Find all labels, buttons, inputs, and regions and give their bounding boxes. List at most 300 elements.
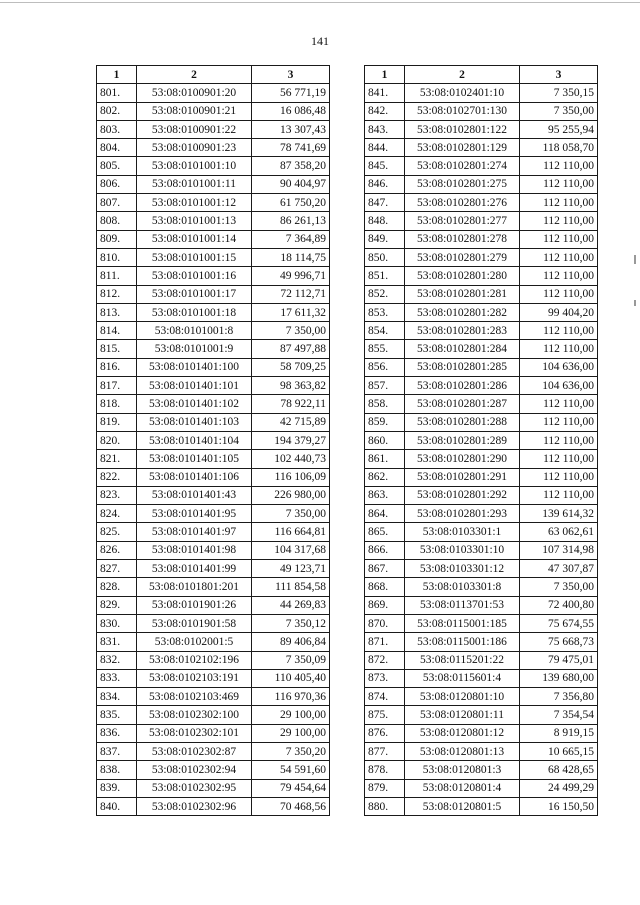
cadastral-number: 53:08:0120801:12 [405, 724, 520, 742]
cadastral-number: 53:08:0101001:12 [137, 194, 252, 212]
cadastral-number: 53:08:0102401:10 [405, 84, 520, 102]
table-row [365, 194, 598, 212]
cadastral-number: 53:08:0102302:87 [137, 742, 252, 760]
table-row [97, 303, 330, 321]
table-row [365, 486, 598, 504]
value-cell: 75 668,73 [520, 633, 598, 651]
cadastral-number: 53:08:0102801:276 [405, 194, 520, 212]
value-cell: 7 350,00 [520, 102, 598, 120]
cadastral-number: 53:08:0101801:201 [137, 578, 252, 596]
value-cell: 118 058,70 [520, 139, 598, 157]
cadastral-number: 53:08:0115201:22 [405, 651, 520, 669]
value-cell: 112 110,00 [520, 340, 598, 358]
table-row [97, 212, 330, 230]
cadastral-number: 53:08:0101001:10 [137, 157, 252, 175]
cadastral-number: 53:08:0101001:17 [137, 285, 252, 303]
row-number: 855. [365, 340, 405, 358]
value-cell: 7 350,09 [252, 651, 330, 669]
cadastral-number: 53:08:0100901:21 [137, 102, 252, 120]
value-cell: 44 269,83 [252, 596, 330, 614]
value-cell: 8 919,15 [520, 724, 598, 742]
cadastral-number: 53:08:0101401:98 [137, 541, 252, 559]
table-row [365, 102, 598, 120]
table-row [365, 450, 598, 468]
row-number: 854. [365, 322, 405, 340]
row-number: 847. [365, 194, 405, 212]
table-row [365, 230, 598, 248]
row-number: 802. [97, 102, 137, 120]
row-number: 848. [365, 212, 405, 230]
row-number: 804. [97, 139, 137, 157]
row-number: 877. [365, 742, 405, 760]
table-row [97, 651, 330, 669]
cadastral-number: 53:08:0120801:3 [405, 761, 520, 779]
row-number: 880. [365, 797, 405, 815]
cadastral-number: 53:08:0101401:103 [137, 413, 252, 431]
cadastral-number: 53:08:0103301:12 [405, 560, 520, 578]
row-number: 875. [365, 706, 405, 724]
cadastral-number: 53:08:0120801:4 [405, 779, 520, 797]
value-cell: 104 317,68 [252, 541, 330, 559]
cadastral-number: 53:08:0102302:94 [137, 761, 252, 779]
table-row [97, 560, 330, 578]
value-cell: 116 106,09 [252, 468, 330, 486]
cadastral-number: 53:08:0120801:5 [405, 797, 520, 815]
table-row [97, 614, 330, 632]
cadastral-number: 53:08:0102801:290 [405, 450, 520, 468]
value-cell: 63 062,61 [520, 523, 598, 541]
value-cell: 79 475,01 [520, 651, 598, 669]
value-cell: 16 086,48 [252, 102, 330, 120]
table-row [365, 779, 598, 797]
row-number: 832. [97, 651, 137, 669]
value-cell: 112 110,00 [520, 486, 598, 504]
row-number: 826. [97, 541, 137, 559]
table-row [97, 779, 330, 797]
table-row [365, 157, 598, 175]
value-cell: 7 350,20 [252, 742, 330, 760]
row-number: 841. [365, 84, 405, 102]
value-cell: 42 715,89 [252, 413, 330, 431]
table-row [365, 651, 598, 669]
table-row [97, 797, 330, 815]
row-number: 843. [365, 120, 405, 138]
table-row [97, 84, 330, 102]
cadastral-number: 53:08:0102801:291 [405, 468, 520, 486]
header-col-2: 2 [137, 66, 252, 84]
header-col-1: 1 [97, 66, 137, 84]
value-cell: 68 428,65 [520, 761, 598, 779]
cadastral-number: 53:08:0102103:191 [137, 669, 252, 687]
value-cell: 78 922,11 [252, 395, 330, 413]
cadastral-number: 53:08:0113701:53 [405, 596, 520, 614]
value-cell: 104 636,00 [520, 377, 598, 395]
value-cell: 112 110,00 [520, 157, 598, 175]
value-cell: 10 665,15 [520, 742, 598, 760]
table-row [97, 340, 330, 358]
table-row [97, 194, 330, 212]
value-cell: 110 405,40 [252, 669, 330, 687]
value-cell: 49 123,71 [252, 560, 330, 578]
value-cell: 116 970,36 [252, 688, 330, 706]
row-number: 853. [365, 303, 405, 321]
table-row [365, 688, 598, 706]
value-cell: 99 404,20 [520, 303, 598, 321]
cadastral-number: 53:08:0102801:279 [405, 248, 520, 266]
cadastral-number: 53:08:0115001:185 [405, 614, 520, 632]
table-row [365, 267, 598, 285]
value-cell: 54 591,60 [252, 761, 330, 779]
table-row [97, 139, 330, 157]
table-row [97, 724, 330, 742]
value-cell: 139 614,32 [520, 505, 598, 523]
cadastral-number: 53:08:0102302:100 [137, 706, 252, 724]
row-number: 878. [365, 761, 405, 779]
table-row [365, 84, 598, 102]
right-table [364, 65, 598, 816]
table-row [365, 413, 598, 431]
table-row [365, 578, 598, 596]
value-cell: 116 664,81 [252, 523, 330, 541]
table-row [97, 175, 330, 193]
table-row [365, 560, 598, 578]
row-number: 870. [365, 614, 405, 632]
cadastral-number: 53:08:0102302:95 [137, 779, 252, 797]
table-row [365, 175, 598, 193]
row-number: 825. [97, 523, 137, 541]
value-cell: 111 854,58 [252, 578, 330, 596]
row-number: 857. [365, 377, 405, 395]
row-number: 871. [365, 633, 405, 651]
table-row [97, 395, 330, 413]
row-number: 831. [97, 633, 137, 651]
table-row [365, 358, 598, 376]
value-cell: 112 110,00 [520, 450, 598, 468]
cadastral-number: 53:08:0101401:106 [137, 468, 252, 486]
row-number: 867. [365, 560, 405, 578]
value-cell: 7 356,80 [520, 688, 598, 706]
cadastral-number: 53:08:0103301:8 [405, 578, 520, 596]
table-row [365, 139, 598, 157]
table-row [97, 578, 330, 596]
value-cell: 56 771,19 [252, 84, 330, 102]
cadastral-number: 53:08:0101001:16 [137, 267, 252, 285]
value-cell: 87 497,88 [252, 340, 330, 358]
row-number: 834. [97, 688, 137, 706]
value-cell: 102 440,73 [252, 450, 330, 468]
value-cell: 29 100,00 [252, 724, 330, 742]
row-number: 803. [97, 120, 137, 138]
cadastral-number: 53:08:0103301:10 [405, 541, 520, 559]
table-row [97, 486, 330, 504]
value-cell: 98 363,82 [252, 377, 330, 395]
row-number: 818. [97, 395, 137, 413]
value-cell: 89 406,84 [252, 633, 330, 651]
cadastral-number: 53:08:0120801:10 [405, 688, 520, 706]
table-row [97, 120, 330, 138]
cadastral-number: 53:08:0101001:9 [137, 340, 252, 358]
table-row [97, 377, 330, 395]
table-row [365, 633, 598, 651]
cadastral-number: 53:08:0100901:22 [137, 120, 252, 138]
table-row [365, 248, 598, 266]
value-cell: 90 404,97 [252, 175, 330, 193]
cadastral-number: 53:08:0102801:282 [405, 303, 520, 321]
value-cell: 86 261,13 [252, 212, 330, 230]
table-row [97, 669, 330, 687]
header-row [97, 66, 330, 84]
table-row [365, 468, 598, 486]
row-number: 824. [97, 505, 137, 523]
cadastral-number: 53:08:0101401:102 [137, 395, 252, 413]
cadastral-number: 53:08:0101001:8 [137, 322, 252, 340]
row-number: 859. [365, 413, 405, 431]
row-number: 821. [97, 450, 137, 468]
scan-mark [634, 300, 636, 306]
value-cell: 112 110,00 [520, 248, 598, 266]
table-row [365, 285, 598, 303]
row-number: 873. [365, 669, 405, 687]
row-number: 810. [97, 248, 137, 266]
cadastral-number: 53:08:0102801:293 [405, 505, 520, 523]
row-number: 872. [365, 651, 405, 669]
table-row [97, 102, 330, 120]
table-row [97, 450, 330, 468]
cadastral-number: 53:08:0102801:277 [405, 212, 520, 230]
table-row [365, 724, 598, 742]
page-top-border [0, 2, 640, 3]
value-cell: 226 980,00 [252, 486, 330, 504]
table-row [365, 303, 598, 321]
table-row [365, 742, 598, 760]
value-cell: 72 112,71 [252, 285, 330, 303]
row-number: 842. [365, 102, 405, 120]
row-number: 817. [97, 377, 137, 395]
cadastral-number: 53:08:0101901:26 [137, 596, 252, 614]
cadastral-number: 53:08:0102001:5 [137, 633, 252, 651]
table-row [97, 322, 330, 340]
header-col-2: 2 [405, 66, 520, 84]
row-number: 830. [97, 614, 137, 632]
value-cell: 112 110,00 [520, 431, 598, 449]
table-row [365, 669, 598, 687]
value-cell: 7 350,00 [520, 578, 598, 596]
cadastral-number: 53:08:0102801:288 [405, 413, 520, 431]
row-number: 811. [97, 267, 137, 285]
value-cell: 16 150,50 [520, 797, 598, 815]
row-number: 829. [97, 596, 137, 614]
cadastral-number: 53:08:0101401:104 [137, 431, 252, 449]
row-number: 861. [365, 450, 405, 468]
cadastral-number: 53:08:0102801:278 [405, 230, 520, 248]
table-row [365, 377, 598, 395]
cadastral-number: 53:08:0102801:286 [405, 377, 520, 395]
cadastral-number: 53:08:0100901:20 [137, 84, 252, 102]
table-row [97, 633, 330, 651]
cadastral-number: 53:08:0102801:292 [405, 486, 520, 504]
cadastral-number: 53:08:0101001:13 [137, 212, 252, 230]
cadastral-number: 53:08:0101401:95 [137, 505, 252, 523]
row-number: 874. [365, 688, 405, 706]
table-row [365, 596, 598, 614]
table-row [97, 285, 330, 303]
row-number: 856. [365, 358, 405, 376]
value-cell: 29 100,00 [252, 706, 330, 724]
row-number: 813. [97, 303, 137, 321]
table-row [365, 541, 598, 559]
cadastral-number: 53:08:0120801:13 [405, 742, 520, 760]
table-row [365, 322, 598, 340]
scan-mark [634, 255, 636, 264]
row-number: 819. [97, 413, 137, 431]
value-cell: 112 110,00 [520, 194, 598, 212]
table-row [97, 413, 330, 431]
cadastral-number: 53:08:0102801:280 [405, 267, 520, 285]
header-row [365, 66, 598, 84]
row-number: 869. [365, 596, 405, 614]
row-number: 801. [97, 84, 137, 102]
row-number: 860. [365, 431, 405, 449]
row-number: 806. [97, 175, 137, 193]
table-row [365, 761, 598, 779]
table-row [97, 468, 330, 486]
value-cell: 18 114,75 [252, 248, 330, 266]
row-number: 868. [365, 578, 405, 596]
row-number: 864. [365, 505, 405, 523]
value-cell: 61 750,20 [252, 194, 330, 212]
row-number: 809. [97, 230, 137, 248]
value-cell: 194 379,27 [252, 431, 330, 449]
value-cell: 79 454,64 [252, 779, 330, 797]
left-table [96, 65, 330, 816]
table-row [97, 706, 330, 724]
cadastral-number: 53:08:0102103:469 [137, 688, 252, 706]
cadastral-number: 53:08:0102801:285 [405, 358, 520, 376]
value-cell: 47 307,87 [520, 560, 598, 578]
cadastral-number: 53:08:0115601:4 [405, 669, 520, 687]
value-cell: 58 709,25 [252, 358, 330, 376]
cadastral-number: 53:08:0102801:129 [405, 139, 520, 157]
row-number: 815. [97, 340, 137, 358]
row-number: 838. [97, 761, 137, 779]
cadastral-number: 53:08:0101401:99 [137, 560, 252, 578]
value-cell: 112 110,00 [520, 230, 598, 248]
table-row [365, 505, 598, 523]
cadastral-number: 53:08:0101001:15 [137, 248, 252, 266]
cadastral-number: 53:08:0101001:18 [137, 303, 252, 321]
row-number: 852. [365, 285, 405, 303]
row-number: 828. [97, 578, 137, 596]
table-row [97, 523, 330, 541]
row-number: 844. [365, 139, 405, 157]
table-row [97, 230, 330, 248]
row-number: 865. [365, 523, 405, 541]
value-cell: 7 350,15 [520, 84, 598, 102]
row-number: 816. [97, 358, 137, 376]
table-row [365, 212, 598, 230]
value-cell: 24 499,29 [520, 779, 598, 797]
cadastral-number: 53:08:0102801:281 [405, 285, 520, 303]
cadastral-number: 53:08:0101401:105 [137, 450, 252, 468]
value-cell: 104 636,00 [520, 358, 598, 376]
row-number: 823. [97, 486, 137, 504]
row-number: 833. [97, 669, 137, 687]
row-number: 835. [97, 706, 137, 724]
cadastral-number: 53:08:0101401:101 [137, 377, 252, 395]
value-cell: 49 996,71 [252, 267, 330, 285]
row-number: 805. [97, 157, 137, 175]
value-cell: 7 354,54 [520, 706, 598, 724]
table-row [365, 706, 598, 724]
table-row [97, 248, 330, 266]
row-number: 863. [365, 486, 405, 504]
value-cell: 72 400,80 [520, 596, 598, 614]
table-row [97, 596, 330, 614]
cadastral-number: 53:08:0102801:289 [405, 431, 520, 449]
table-row [97, 742, 330, 760]
table-row [365, 797, 598, 815]
table-row [97, 157, 330, 175]
table-row [97, 541, 330, 559]
value-cell: 112 110,00 [520, 285, 598, 303]
table-row [365, 340, 598, 358]
table-row [97, 358, 330, 376]
value-cell: 87 358,20 [252, 157, 330, 175]
value-cell: 75 674,55 [520, 614, 598, 632]
value-cell: 112 110,00 [520, 395, 598, 413]
header-col-1: 1 [365, 66, 405, 84]
value-cell: 107 314,98 [520, 541, 598, 559]
row-number: 820. [97, 431, 137, 449]
table-row [365, 120, 598, 138]
row-number: 827. [97, 560, 137, 578]
cadastral-number: 53:08:0101401:100 [137, 358, 252, 376]
cadastral-number: 53:08:0102801:275 [405, 175, 520, 193]
row-number: 876. [365, 724, 405, 742]
value-cell: 70 468,56 [252, 797, 330, 815]
cadastral-number: 53:08:0102302:101 [137, 724, 252, 742]
cadastral-number: 53:08:0101401:43 [137, 486, 252, 504]
row-number: 840. [97, 797, 137, 815]
cadastral-number: 53:08:0102102:196 [137, 651, 252, 669]
row-number: 866. [365, 541, 405, 559]
value-cell: 112 110,00 [520, 175, 598, 193]
row-number: 862. [365, 468, 405, 486]
value-cell: 7 364,89 [252, 230, 330, 248]
cadastral-number: 53:08:0102801:284 [405, 340, 520, 358]
value-cell: 112 110,00 [520, 267, 598, 285]
row-number: 812. [97, 285, 137, 303]
row-number: 858. [365, 395, 405, 413]
value-cell: 17 611,32 [252, 303, 330, 321]
cadastral-number: 53:08:0100901:23 [137, 139, 252, 157]
cadastral-number: 53:08:0102801:274 [405, 157, 520, 175]
cadastral-number: 53:08:0101901:58 [137, 614, 252, 632]
row-number: 837. [97, 742, 137, 760]
cadastral-number: 53:08:0103301:1 [405, 523, 520, 541]
value-cell: 139 680,00 [520, 669, 598, 687]
page-number: 141 [311, 34, 329, 48]
value-cell: 7 350,00 [252, 322, 330, 340]
table-row [97, 505, 330, 523]
value-cell: 112 110,00 [520, 322, 598, 340]
row-number: 879. [365, 779, 405, 797]
row-number: 836. [97, 724, 137, 742]
left-table-body [97, 84, 330, 816]
table-row [365, 431, 598, 449]
cadastral-number: 53:08:0102302:96 [137, 797, 252, 815]
value-cell: 95 255,94 [520, 120, 598, 138]
